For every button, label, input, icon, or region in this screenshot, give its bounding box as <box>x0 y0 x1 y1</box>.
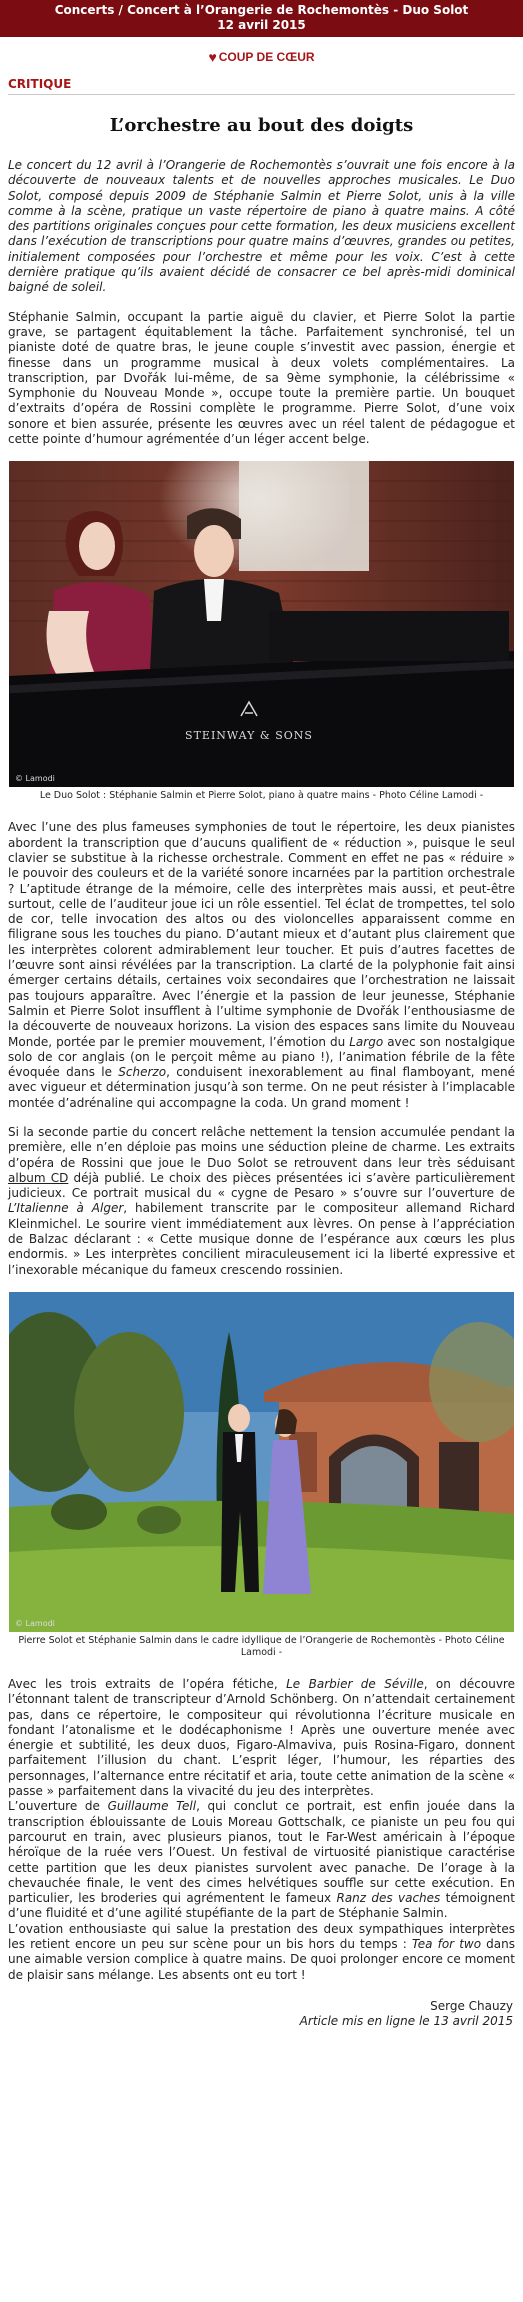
photo-1-caption: Le Duo Solot : Stéphanie Salmin et Pierre Solot, piano à quatre mains - Photo Céline Lamodi - <box>39 790 484 802</box>
article-paragraph-4 <box>8 1677 515 1799</box>
orangerie-photo <box>9 1292 514 1632</box>
article-paragraph-3 <box>8 1125 515 1278</box>
photo-2-credit: © Lamodi <box>15 1618 55 1628</box>
breadcrumb-concerts-link[interactable]: Concerts <box>54 3 115 17</box>
article-title: L’orchestre au bout des doigts <box>109 115 414 136</box>
heart-icon: ♥ <box>208 49 217 65</box>
paragraph-4-text-a: Avec les trois extraits de l’opéra fétiche, <box>8 1676 287 1691</box>
paragraph-2-text-a: Avec l’une des plus fameuses symphonies de tout le répertoire, les deux pianistes abordent la transcription que d’aucuns qualifient de « réduction », puisque le seul clavier se substitue à la richesse orchestrale. Comment en effet ne pas « réduire » le pouvoir des couleurs et de la variété sonore incarnées par la partition orchestrale ? L’aptitude étrange de la mémoire, celle des interprètes mais aussi, et peut-être surtout, celle de l’auditeur joue ici un rôle essentiel. Tel éclat de trompettes, tel solo de cor, telle invocation des altos ou des violoncelles apparaissent comme en filigrane sous les touches du piano. D’autant mieux et d’autant plus clairement que les interprètes colorent admirablement leur toucher. Et puis d’autres facettes de l’œuvre sont ainsi révélées par la transcription. La clarté de la polyphonie fait ainsi émerger certains détails, certaines voix secondaires que l’orchestration ne laissait pas toujours apparaître. Avec l’énergie et la passion de leur jeunesse, Stéphanie Salmin et Pierre Solot insufflent à l’ultime symphonie de Dvořák l’enthousiasme de la découverte de nouveaux horizons. La vision des espaces sans limite du Nouveau Monde, portée par le premier mouvement, l’émotion du <box>8 820 515 1049</box>
largo-italic: Largo <box>349 1034 384 1049</box>
guillaume-tell-italic: Guillaume Tell <box>107 1799 197 1814</box>
author-name: Serge Chauzy <box>430 1998 513 2013</box>
ranz-des-vaches-italic: Ranz des vaches <box>336 1891 441 1906</box>
italienne-italic: L’Italienne à Alger <box>8 1201 124 1216</box>
header-date: 12 avril 2015 <box>217 18 306 32</box>
photo-1-credit: © Lamodi <box>15 774 55 784</box>
scherzo-italic: Scherzo <box>118 1065 167 1080</box>
coup-de-coeur-label: COUP DE CŒUR <box>218 50 315 64</box>
signature-block <box>10 1999 513 2029</box>
paragraph-3-text-b: déjà publié. Le choix des pièces présentées ici s’avère particulièrement judicieux. Ce portrait musical du « cygne de Pesaro » s’ouvre sur l’ouverture de <box>8 1170 515 1201</box>
article-paragraph-5 <box>8 1799 515 1921</box>
article-paragraph-6 <box>8 1922 515 1983</box>
paragraph-5-text-b: , qui conclut ce portrait, est enfin jouée dans la transcription éblouissante de Louis Moreau Gottschalk, ce pianiste un peu fou qui parcourut en train, avec plusieurs pianos, tout le Far-West américain à l’époque héroïque de la ruée vers l’Ouest. Un festival de virtuosité pianistique caractérise cette partition que les deux pianistes survolent avec panache. De l’orage à la chevauchée finale, le vent des cimes helvétiques souffle sur cette exécution. En particulier, les broderies qui agrémentent le fameux <box>8 1799 516 1906</box>
breadcrumb-current-page: Concert à l’Orangerie de Rochemontès - Duo Solot <box>127 3 469 17</box>
paragraph-3-text-c: , habilement transcrite par le compositeur allemand Richard Kleinmichel. Le sourire vient immédiatement aux lèvres. On pense à l’appréciation de Balzac déclarant : « Cette musique donne de l’espérance aux cœurs les plus endormis. » Les interprètes concilient miraculeusement ici la liberté expressive et l’inexorable mécanique du fameux crescendo rossinien. <box>8 1201 515 1277</box>
paragraph-3-text-a: Si la seconde partie du concert relâche nettement la tension accumulée pendant la première, elle n’en déploie pas moins une séduction pleine de charme. Les extraits d’opéra de Rossini que joue le Duo Solot se retrouvent dans leur très séduisant <box>8 1124 515 1170</box>
paragraph-2-text-c: , conduisent inexorablement au final flamboyant, mené avec vigueur et détermination jusqu’à son terme. On ne peut résister à l’implacable montée d’adrénaline qui accompagne la coda. Un grand moment ! <box>8 1065 515 1110</box>
tea-for-two-italic: Tea for two <box>411 1937 482 1951</box>
duo-piano-photo-illustration <box>9 461 514 787</box>
article-paragraph-1: Stéphanie Salmin, occupant la partie aiguë du clavier, et Pierre Solot la partie grave, se partagent équitablement la tâche. Parfaitement synchronisé, tel un pianiste doté de quatre bras, le jeune couple s’investit avec passion, énergie et finesse dans un programme musical à deux volets complémentaires. La transcription, par Dvořák lui-même, de sa 9ème symphonie, la célébrissime « Symphonie du Nouveau Monde », occupe toute la première partie. Un bouquet d’extraits d’opéra de Rossini complète le programme. Pierre Solot, d’une voix sonore et bien assurée, présente les œuvres avec un réel talent de pédagogue et cette pointe d’humour agrémentée d’un léger accent belge. <box>8 309 515 447</box>
header-bar <box>0 0 523 37</box>
duo-piano-photo <box>9 461 514 787</box>
footer-spacer <box>0 2029 523 2043</box>
paragraph-5-text-c: témoignent d’une fluidité et d’une agilité stupéfiante de la part de Stéphanie Salmin. <box>8 1891 515 1921</box>
coup-de-coeur-badge <box>0 49 523 65</box>
article-paragraph-2 <box>8 820 515 1111</box>
photo-2-caption: Pierre Solot et Stéphanie Salmin dans le cadre idyllique de l’Orangerie de Rochemontès - Photo Céline Lamodi - <box>18 1634 505 1658</box>
album-cd-link[interactable]: album CD <box>8 1170 69 1185</box>
paragraph-4-text-b: , on découvre l’étonnant talent de transcripteur d’Arnold Schönberg. On n’attendait certainement pas, dans ce répertoire, le compositeur qui révolutionna l’écriture musicale en fondant l’atonalisme et le dodécaphonisme ! Après une ouverture menée avec énergie et subtilité, les deux duos, Figaro-Almaviva, puis Rosina-Figaro, donnent parfaitement l’illusion du chant. L’esprit léger, l’humour, les réparties des personnages, l’alternance entre récitatif et aria, toute cette animation de la scène « passe » parfaitement dans la vivacité du jeu des interprètes. <box>8 1676 515 1799</box>
publication-date: Article mis en ligne le 13 avril 2015 <box>299 2013 513 2028</box>
paragraph-5-text-a: L’ouverture de <box>8 1799 108 1814</box>
orangerie-photo-illustration <box>9 1292 514 1632</box>
section-kicker: CRITIQUE <box>8 77 515 95</box>
paragraph-2-text-b: avec son nostalgique solo de cor anglais (on le perçoit même au piano !), l’animation fébrile de la fête évoquée dans le <box>8 1034 515 1080</box>
breadcrumb <box>6 3 517 18</box>
article-intro: Le concert du 12 avril à l’Orangerie de Rochemontès s’ouvrait une fois encore à la découverte de nouveaux talents et de nouvelles approches musicales. Le Duo Solot, composé depuis 2009 de Stéphanie Salmin et Pierre Solot, unis à la ville comme à la scène, pratique un vaste répertoire de piano à quatre mains. A côté des partitions originales conçues pour cette formation, les deux musiciens excellent dans l’exécution de transcriptions pour quatre mains d’œuvres, grandes ou petites, initialement composées pour l’orchestre et même pour les voix. C’est à cette dernière pratique qu’ils avaient décidé de consacrer ce bel après-midi dominical baigné de soleil. <box>8 158 515 295</box>
paragraph-6-text-b: dans une aimable version complice à quatre mains. De quoi prolonger encore ce moment de plaisir sans mélange. Les absents ont eu tort ! <box>8 1937 516 1982</box>
breadcrumb-separator: / <box>114 3 128 17</box>
paragraph-6-text-a: L’ovation enthousiaste qui salue la prestation des deux sympathiques interprètes les retient encore un peu sur scène pour un bis hors du temps : <box>8 1921 515 1951</box>
piano-brand-label: STEINWAY & SONS <box>185 729 313 743</box>
barbier-italic: Le Barbier de Séville <box>286 1676 424 1691</box>
